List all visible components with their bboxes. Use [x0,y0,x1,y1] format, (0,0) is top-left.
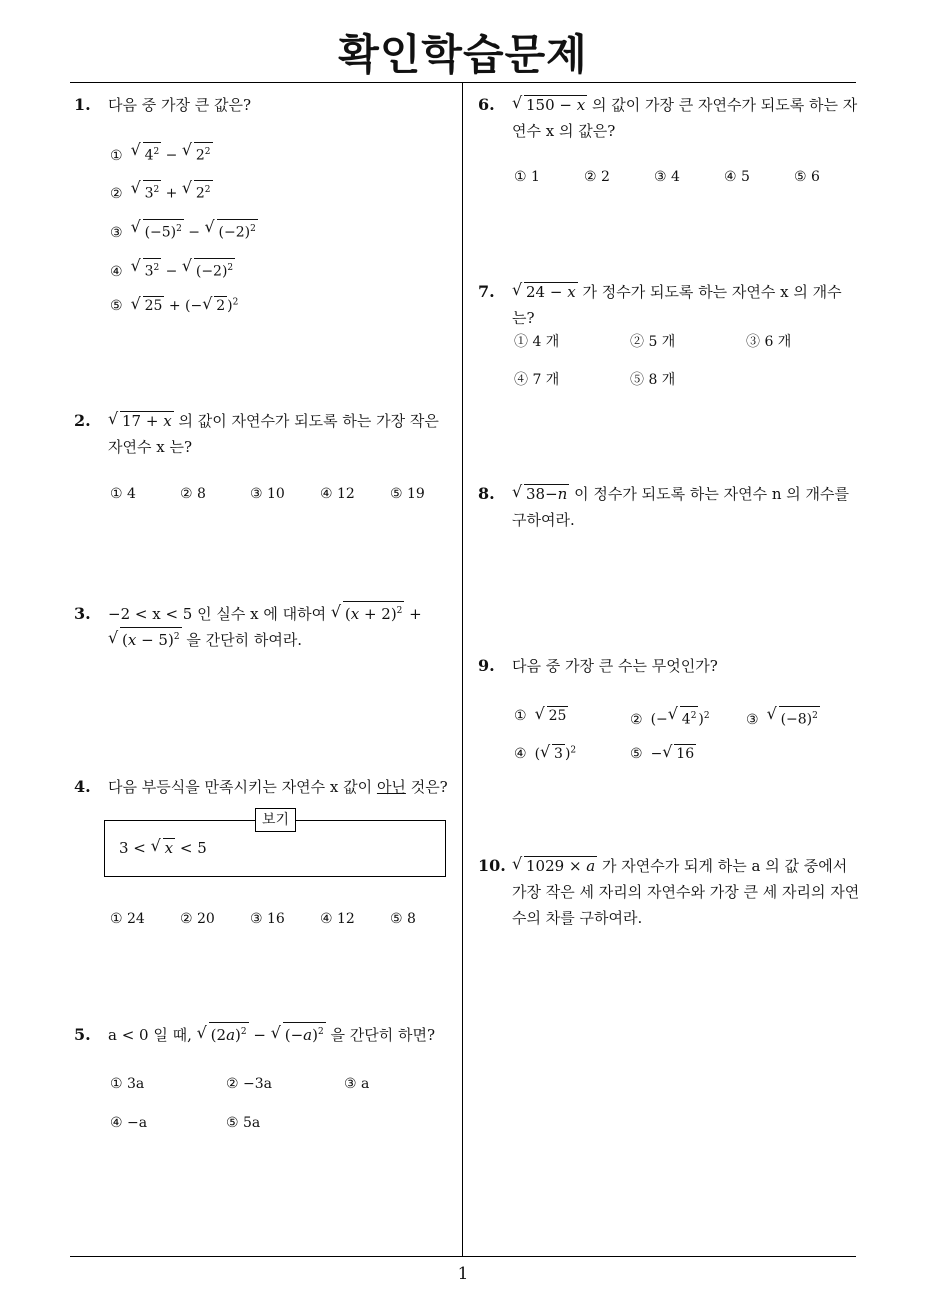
example-box [104,812,446,877]
question-4 [74,774,458,800]
option-4[interactable]: ④ 7 개 [514,372,560,388]
option-2[interactable]: ② (−√ $4^2$ )$^2$ [630,706,710,729]
option-3[interactable]: ③ 16 [250,911,285,927]
column-divider [462,82,463,1256]
question-number: 3. [74,604,91,623]
question-6: 6. √ 150 − x 의 값이 가장 큰 자연수가 되도록 하는 자연수 x 의 값은? [478,92,858,144]
option-4[interactable]: ④ (√ 3 )$^2$ [514,744,576,763]
question-text: 가 정수가 되도록 하는 자연수 x 의 개수는? [512,283,842,327]
option-4[interactable]: ④ −a [110,1115,148,1131]
question-text: 의 값이 자연수가 되도록 하는 가장 작은 자연수 x 는? [108,412,439,456]
option-1[interactable]: ① 3a [110,1076,145,1092]
question-1 [74,92,454,118]
option-5[interactable]: ⑤ −√ 16 [630,744,696,763]
question-text-b: 을 간단히 하여라. [186,631,303,649]
question-number: 1. [74,95,91,114]
question-text: 다음 부등식을 만족시키는 자연수 x 값이 [108,778,373,796]
option-4[interactable]: ④ 5 [724,169,750,185]
question-number: 10. [478,856,506,875]
question-text-a: a < 0 일 때, [108,1026,192,1044]
question-text-b: 을 간단히 하면? [330,1026,436,1044]
question-number: 5. [74,1025,91,1044]
question-9 [478,653,858,679]
question-number: 4. [74,777,91,796]
option-1[interactable]: ① 4 개 [514,334,560,350]
question-number: 7. [478,282,495,301]
page-title: 확인학습문제 [338,30,588,79]
option-5[interactable]: ⑤ 8 개 [630,372,676,388]
option-1[interactable]: ① 4 [110,486,136,502]
question-5: 5. a < 0 일 때, √ $(2a)^2$ − √ $(-a)^2$ 을 간단히 하면? [74,1022,458,1048]
option-4[interactable]: ④ 12 [320,911,355,927]
question-text: 다음 중 가장 큰 수는 무엇인가? [512,657,718,675]
option-2[interactable]: ②√ $3^2$ + √ $2^2$ [110,180,213,203]
question-3: 3. −2 < x < 5 인 실수 x 에 대하여 √ $(x + 2)^2$ + √ $(x - 5)^2$ 을 간단히 하여라. [74,601,458,653]
option-5[interactable]: ⑤ 6 [794,169,820,185]
option-3[interactable]: ③√ $(-8)^2$ [746,706,820,729]
option-5[interactable]: ⑤√ 25 + (−√ 2 )$^2$ [110,296,238,315]
option-2[interactable]: ② 8 [180,486,206,502]
question-number: 9. [478,656,495,675]
question-text-a: −2 < x < 5 인 실수 x 에 대하여 [108,605,327,623]
inequality: 3 < √ x < 5 [119,838,207,857]
option-3[interactable]: ③ 6 개 [746,334,792,350]
question-text-end: 것은? [410,778,448,796]
option-4[interactable]: ④ 12 [320,486,355,502]
option-2[interactable]: ② 20 [180,911,215,927]
example-box-label: 보기 [255,808,296,832]
question-text: 다음 중 가장 큰 값은? [108,96,252,114]
question-text: 이 정수가 되도록 하는 자연수 n 의 개수를 구하여라. [512,485,849,529]
top-rule [70,82,856,83]
question-text: 의 값이 가장 큰 자연수가 되도록 하는 자연수 x 의 값은? [512,96,858,140]
question-7: 7. √ 24 − x 가 정수가 되도록 하는 자연수 x 의 개수는? [478,279,858,331]
question-10: 10. √ 1029 × a 가 자연수가 되게 하는 a 의 값 중에서 가장 작은 세 자리의 자연수와 가장 큰 세 자리의 자연수의 차를 구하여라. [478,853,860,931]
option-4[interactable]: ④√ $3^2$ − √ $(-2)^2$ [110,258,235,281]
option-3[interactable]: ③ 4 [654,169,680,185]
option-5[interactable]: ⑤ 8 [390,911,416,927]
bottom-rule [70,1256,856,1257]
option-2[interactable]: ② −3a [226,1076,272,1092]
question-text: 가 자연수가 되게 하는 a 의 값 중에서 가장 작은 세 자리의 자연수와 가장 큰 세 자리의 자연수의 차를 구하여라. [512,857,860,927]
option-3[interactable]: ③ 10 [250,486,285,502]
question-number: 2. [74,411,91,430]
underlined-word: 아닌 [376,778,406,796]
option-1[interactable]: ① 24 [110,911,145,927]
option-3[interactable]: ③ a [344,1076,370,1092]
option-2[interactable]: ② 5 개 [630,334,676,350]
question-number: 8. [478,484,495,503]
option-2[interactable]: ② 2 [584,169,610,185]
question-number: 6. [478,95,495,114]
option-3[interactable]: ③√ $(-5)^2$ − √ $(-2)^2$ [110,219,258,242]
option-1[interactable]: ①√ $4^2$ − √ $2^2$ [110,142,213,165]
option-5[interactable]: ⑤ 5a [226,1115,261,1131]
page-number: 1 [457,1264,469,1284]
question-8: 8. √ 38−n 이 정수가 되도록 하는 자연수 n 의 개수를 구하여라. [478,481,858,533]
question-2: 2. √ 17 + x 의 값이 자연수가 되도록 하는 가장 작은 자연수 x 는? [74,408,454,460]
option-1[interactable]: ①√ 25 [514,706,568,725]
option-1[interactable]: ① 1 [514,169,540,185]
option-5[interactable]: ⑤ 19 [390,486,425,502]
